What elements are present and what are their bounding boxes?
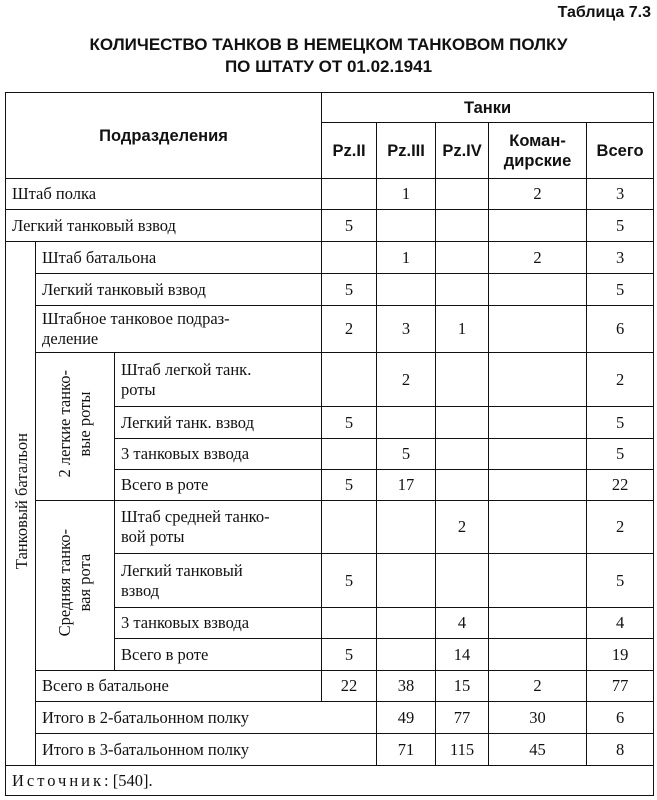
cell-pz3 — [377, 554, 436, 608]
cell-pz4: 1 — [436, 306, 489, 353]
cell-pz4 — [436, 470, 489, 501]
cell-pz2: 2 — [322, 306, 377, 353]
table-row — [6, 353, 654, 407]
table-row — [6, 702, 654, 734]
cell-pz2: 5 — [322, 554, 377, 608]
row-label: Всего в роте — [115, 639, 322, 671]
cell-pz4: 4 — [436, 608, 489, 639]
cell-cmd — [489, 639, 587, 671]
cell-pz2 — [322, 608, 377, 639]
table-row — [6, 274, 654, 306]
cell-total: 77 — [587, 671, 654, 702]
row-label: Легкий танковый взвод — [36, 274, 322, 306]
cell-pz3: 17 — [377, 470, 436, 501]
cell-pz4 — [436, 274, 489, 306]
title-line-1: КОЛИЧЕСТВО ТАНКОВ В НЕМЕЦКОМ ТАНКОВОМ ПОЛКУ — [89, 35, 568, 54]
cell-total: 3 — [587, 179, 654, 210]
cell-pz2 — [322, 501, 377, 554]
group-medium-company-label — [55, 529, 95, 636]
cell-cmd — [489, 501, 587, 554]
cell-pz2: 5 — [322, 210, 377, 242]
cell-cmd: 2 — [489, 671, 587, 702]
cell-cmd — [489, 554, 587, 608]
cell-total: 5 — [587, 407, 654, 439]
cell-pz4: 45 — [489, 734, 587, 766]
cell-pz3: 77 — [436, 702, 489, 734]
cell-pz4 — [436, 353, 489, 407]
group-medium-company — [36, 501, 115, 671]
cell-pz3: 115 — [436, 734, 489, 766]
row-label-line2: взвод — [121, 580, 160, 600]
cell-cmd — [489, 210, 587, 242]
cell-pz3: 2 — [377, 353, 436, 407]
table-row — [6, 179, 654, 210]
row-label: Штаб батальона — [36, 242, 322, 274]
cell-cmd — [489, 470, 587, 501]
header-commander — [489, 123, 587, 179]
group-battalion — [6, 242, 36, 766]
cell-pz3: 5 — [377, 439, 436, 470]
cell-pz3 — [377, 407, 436, 439]
row-label-line2: деление — [42, 329, 99, 348]
cell-pz3 — [377, 210, 436, 242]
group-light-companies-label — [55, 370, 95, 477]
cell-total: 2 — [587, 353, 654, 407]
cell-pz4 — [436, 210, 489, 242]
row-label: Итого в 3-батальонном полку — [36, 734, 377, 766]
cell-pz3: 38 — [377, 671, 436, 702]
source-value: : [540]. — [104, 770, 153, 790]
cell-cmd: 2 — [489, 179, 587, 210]
group-medium-line1: Средняя танко- — [55, 529, 74, 637]
cell-pz4: 14 — [436, 639, 489, 671]
cell-pz2: 5 — [322, 639, 377, 671]
source-row — [6, 766, 654, 796]
table-row — [6, 501, 654, 554]
cell-pz3 — [377, 608, 436, 639]
cell-pz4: 2 — [436, 501, 489, 554]
cell-pz3 — [377, 501, 436, 554]
header-tanks: Танки — [322, 93, 654, 123]
header-units: Подразделения — [6, 93, 322, 179]
source-note — [6, 766, 654, 796]
cell-pz2 — [322, 439, 377, 470]
cell-total: 5 — [587, 210, 654, 242]
row-label-line2: вой роты — [121, 527, 185, 546]
header-row-1 — [6, 93, 654, 123]
row-label — [115, 353, 322, 407]
title-line-2: ПО ШТАТУ ОТ 01.02.1941 — [224, 57, 433, 76]
table-row — [6, 242, 654, 274]
table-row — [6, 671, 654, 702]
cell-pz2: 22 — [322, 671, 377, 702]
cell-cmd: 6 — [587, 702, 654, 734]
cell-total: 6 — [587, 306, 654, 353]
cell-pz3: 3 — [377, 306, 436, 353]
row-label: Легкий танк. взвод — [115, 407, 322, 439]
row-label: 3 танковых взвода — [115, 608, 322, 639]
cell-pz4 — [436, 554, 489, 608]
cell-pz2 — [322, 242, 377, 274]
table-number: Таблица 7.3 — [557, 4, 651, 21]
cell-pz2 — [322, 179, 377, 210]
header-pz2: Pz.II — [322, 123, 377, 179]
cell-pz3: 1 — [377, 179, 436, 210]
row-label: Всего в батальоне — [36, 671, 322, 702]
row-label-line1: Штаб легкой танк. — [121, 359, 252, 379]
cell-cmd: 2 — [489, 242, 587, 274]
row-label — [115, 501, 322, 554]
group-light-line1: 2 легкие танко- — [55, 370, 74, 478]
cell-total: 22 — [587, 470, 654, 501]
cell-pz2 — [322, 353, 377, 407]
header-pz3: Pz.III — [377, 123, 436, 179]
header-pz4: Pz.IV — [436, 123, 489, 179]
row-label-line1: Штабное танковое подраз- — [42, 309, 230, 328]
group-battalion-label: Танковый батальон — [12, 432, 31, 570]
cell-total: 5 — [587, 554, 654, 608]
cell-pz4 — [436, 179, 489, 210]
cell-pz2: 5 — [322, 407, 377, 439]
row-label-line2: роты — [121, 379, 156, 399]
cell-pz4 — [436, 439, 489, 470]
table-row — [6, 734, 654, 766]
group-medium-line2: вая рота — [75, 554, 94, 612]
cell-pz4 — [436, 407, 489, 439]
cell-pz3 — [377, 639, 436, 671]
cell-pz2: 5 — [322, 470, 377, 501]
row-label: Легкий танковый взвод — [6, 210, 322, 242]
row-label: Штаб полка — [6, 179, 322, 210]
table-row — [6, 210, 654, 242]
row-label: Итого в 2-батальонном полку — [36, 702, 377, 734]
source-label: Источник — [12, 770, 105, 790]
row-label-line1: Легкий танковый — [121, 560, 243, 580]
cell-cmd: 8 — [587, 734, 654, 766]
cell-pz2: 5 — [322, 274, 377, 306]
group-light-line2: вые роты — [75, 391, 94, 457]
cell-cmd — [489, 306, 587, 353]
cell-cmd — [489, 439, 587, 470]
row-label-line1: Штаб средней танко- — [121, 507, 270, 526]
cell-pz4 — [436, 242, 489, 274]
cell-cmd — [489, 274, 587, 306]
table-row — [6, 306, 654, 353]
cell-total: 2 — [587, 501, 654, 554]
cell-cmd — [489, 407, 587, 439]
header-commander-line2: дирские — [503, 151, 572, 170]
cell-pz3: 1 — [377, 242, 436, 274]
cell-total: 19 — [587, 639, 654, 671]
header-commander-line1: Коман- — [509, 131, 566, 150]
cell-pz2: 49 — [377, 702, 436, 734]
row-label: Всего в роте — [115, 470, 322, 501]
cell-cmd — [489, 608, 587, 639]
group-light-companies — [36, 353, 115, 501]
cell-cmd — [489, 353, 587, 407]
cell-pz4: 15 — [436, 671, 489, 702]
cell-total: 3 — [587, 242, 654, 274]
cell-pz4: 30 — [489, 702, 587, 734]
cell-pz2: 71 — [377, 734, 436, 766]
header-total: Всего — [587, 123, 654, 179]
row-label — [36, 306, 322, 353]
cell-pz3 — [377, 274, 436, 306]
row-label: 3 танковых взвода — [115, 439, 322, 470]
cell-total: 5 — [587, 439, 654, 470]
cell-total: 4 — [587, 608, 654, 639]
page-title — [0, 34, 657, 78]
row-label — [115, 554, 322, 608]
tank-table — [5, 92, 654, 796]
cell-total: 5 — [587, 274, 654, 306]
